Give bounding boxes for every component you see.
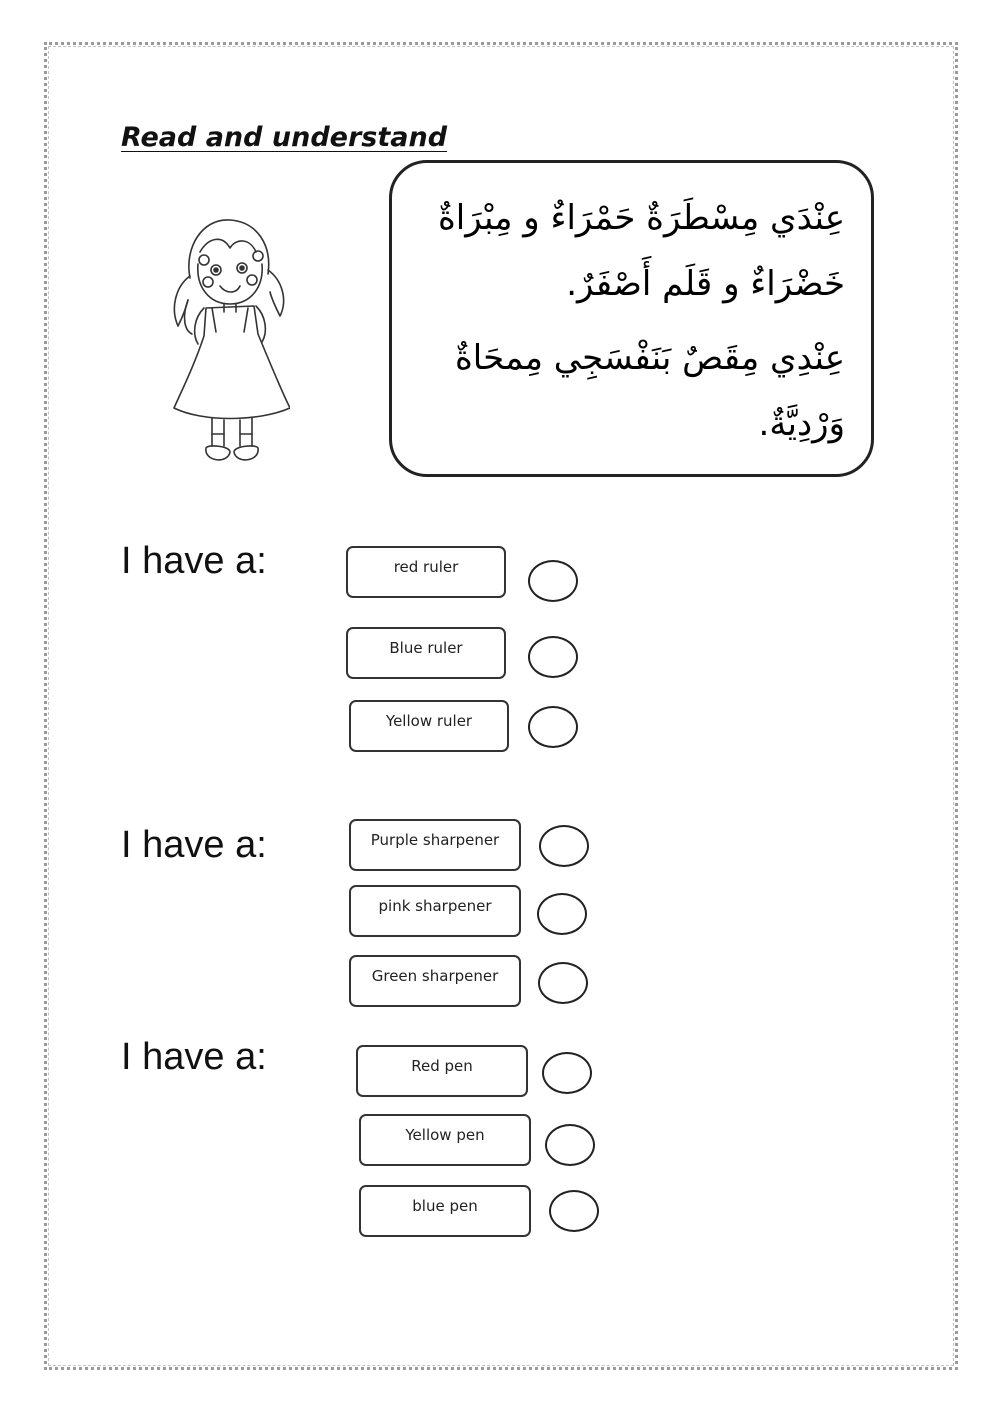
answer-circle[interactable]	[537, 893, 587, 935]
answer-circle[interactable]	[528, 636, 578, 678]
option-box[interactable]: red ruler	[346, 546, 506, 598]
girl-illustration-icon	[168, 208, 290, 480]
answer-circle[interactable]	[538, 962, 588, 1004]
answer-circle[interactable]	[549, 1190, 599, 1232]
worksheet-title: Read and understand	[121, 122, 448, 153]
answer-circle[interactable]	[528, 560, 578, 602]
answer-circle[interactable]	[542, 1052, 592, 1094]
answer-circle[interactable]	[528, 706, 578, 748]
option-box[interactable]: pink sharpener	[349, 885, 521, 937]
answer-circle[interactable]	[545, 1124, 595, 1166]
option-box[interactable]: Yellow ruler	[349, 700, 509, 752]
option-box[interactable]: Red pen	[356, 1045, 528, 1097]
reading-paragraph: عِنْدِي مِقَصٌ بَنَفْسَجِي مِمحَاةٌ وَرْدِيَّةٌ.	[454, 338, 845, 444]
section-label: I have a:	[121, 824, 267, 866]
option-box[interactable]: Purple sharpener	[349, 819, 521, 871]
reading-paragraph: عِنْدَي مِسْطَرَةٌ حَمْرَاءٌ و مِبْرَاةٌ خَضْرَاءٌ و قَلَم أَصْفَرٌ.	[437, 198, 845, 304]
option-box[interactable]: blue pen	[359, 1185, 531, 1237]
option-box[interactable]: Blue ruler	[346, 627, 506, 679]
option-box[interactable]: Yellow pen	[359, 1114, 531, 1166]
option-box[interactable]: Green sharpener	[349, 955, 521, 1007]
section-label: I have a:	[121, 1036, 267, 1078]
answer-circle[interactable]	[539, 825, 589, 867]
section-label: I have a:	[121, 540, 267, 582]
reading-passage-box	[389, 160, 874, 477]
